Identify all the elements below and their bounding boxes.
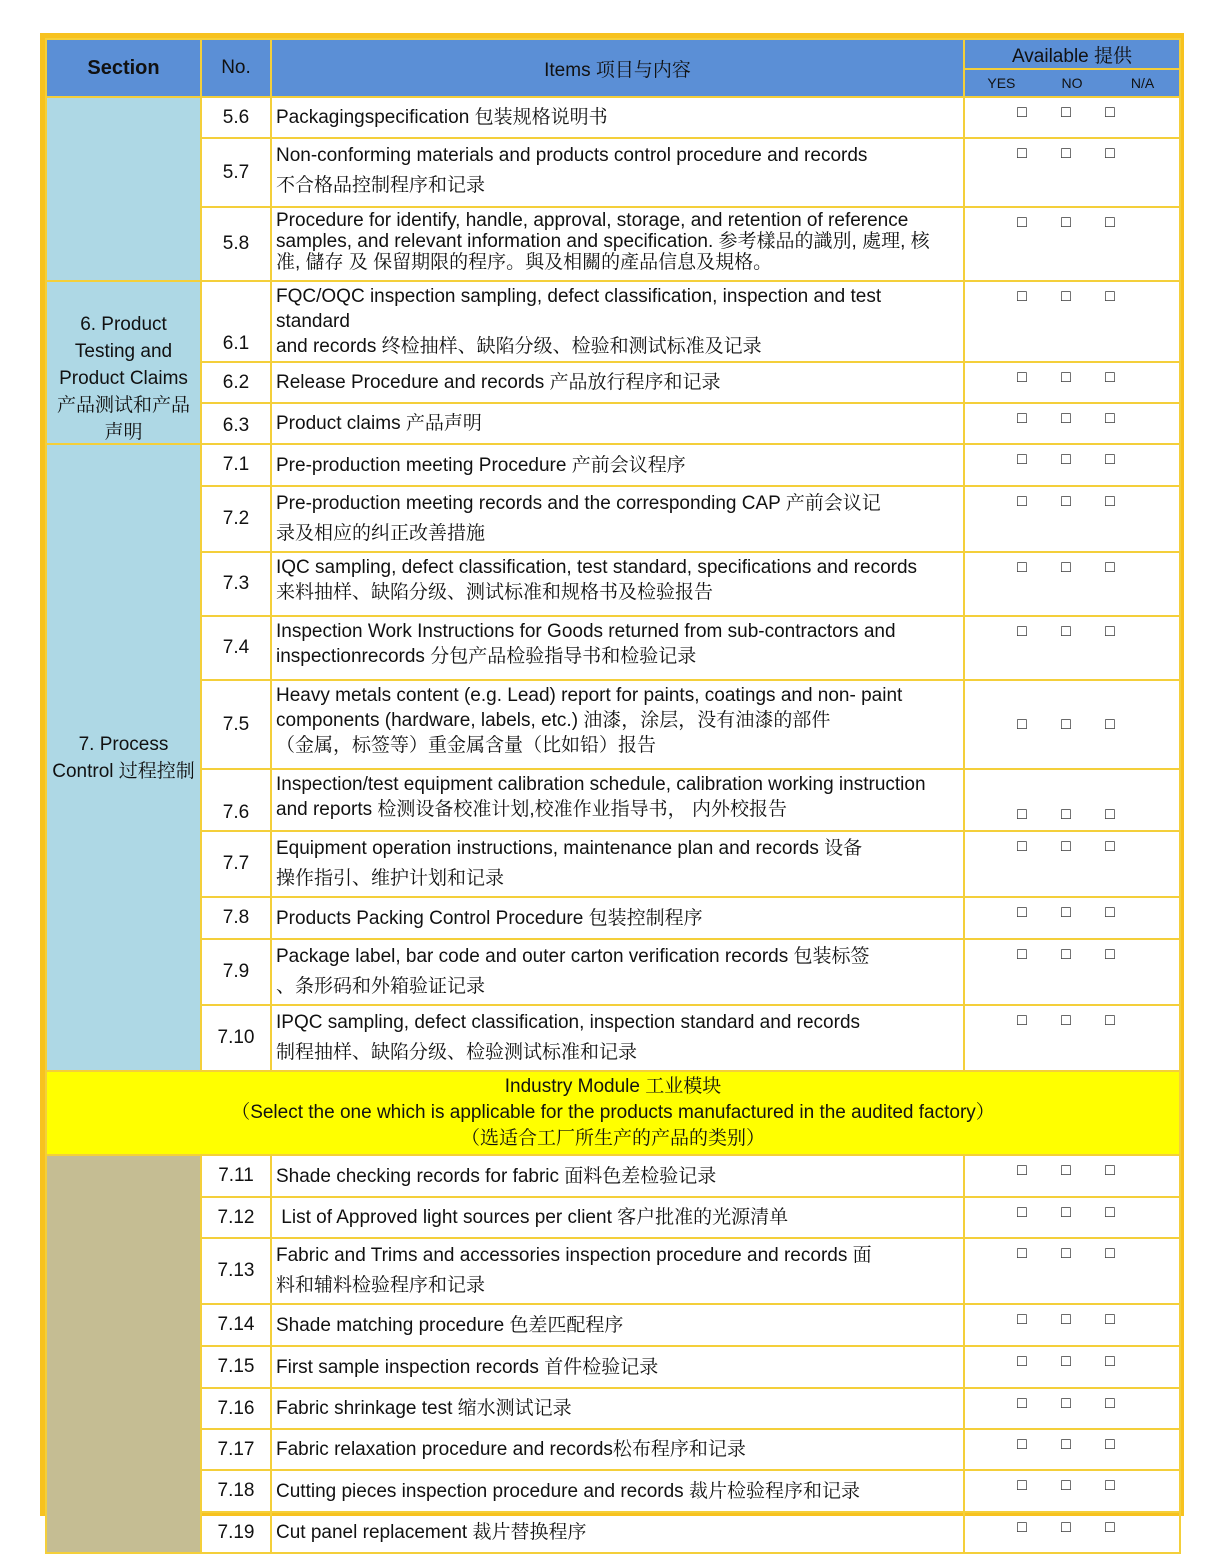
table-row [46, 680, 1180, 769]
row-item-line: 录及相应的纠正改善措施 [276, 523, 486, 544]
row-number: 7.2 [201, 486, 271, 552]
no-checkbox[interactable]: □ [1061, 623, 1071, 640]
table-row [46, 897, 1180, 939]
row-number: 7.18 [201, 1470, 271, 1512]
row-number: 7.10 [201, 1005, 271, 1071]
row-options [964, 403, 1180, 444]
row-item-line: 、条形码和外箱验证记录 [276, 976, 486, 997]
table-row [46, 1470, 1180, 1512]
table-row [46, 207, 1180, 281]
row-item-line: Equipment operation instructions, maintenance plan and records 设备 [276, 838, 863, 859]
yes-checkbox[interactable]: □ [1017, 410, 1027, 427]
na-checkbox[interactable]: □ [1105, 369, 1115, 386]
table-row [46, 138, 1180, 207]
row-item-line: Pre-production meeting Procedure 产前会议程序 [276, 454, 686, 476]
row-item-line: Fabric shrinkage test 缩水测试记录 [276, 1398, 572, 1419]
row-item [271, 1197, 964, 1238]
na-checkbox[interactable]: □ [1105, 1395, 1115, 1412]
row-item-line: components (hardware, labels, etc.) 油漆，涂层，没有油漆的部件 [276, 710, 831, 731]
row-options [964, 207, 1180, 281]
row-options [964, 281, 1180, 362]
row-options [964, 1197, 1180, 1238]
yes-checkbox[interactable]: □ [1017, 1311, 1027, 1328]
yes-checkbox[interactable]: □ [1017, 1477, 1027, 1494]
na-checkbox[interactable]: □ [1105, 288, 1115, 305]
na-checkbox[interactable]: □ [1105, 559, 1115, 576]
na-checkbox[interactable]: □ [1105, 410, 1115, 427]
yes-checkbox[interactable]: □ [1017, 1162, 1027, 1179]
row-item [271, 1388, 964, 1429]
table-row [46, 552, 1180, 616]
row-item-line: IQC sampling, defect classification, test standard, specifications and records [276, 557, 918, 578]
checklist-sheet [40, 33, 1184, 1543]
no-checkbox[interactable]: □ [1061, 1477, 1071, 1494]
no-checkbox[interactable]: □ [1061, 104, 1071, 121]
yes-checkbox[interactable]: □ [1017, 838, 1027, 855]
row-item-line: Fabric relaxation procedure and records松布程序和记录 [276, 1439, 746, 1460]
na-checkbox[interactable]: □ [1105, 1519, 1115, 1536]
row-options [964, 362, 1180, 403]
table-row [46, 769, 1180, 831]
header-no-option: NO [1061, 75, 1083, 91]
row-item [271, 616, 964, 680]
header-row [46, 39, 1180, 69]
row-number: 7.1 [201, 444, 271, 486]
no-checkbox[interactable]: □ [1061, 1245, 1071, 1262]
table-row [46, 831, 1180, 897]
row-item-line: 不合格品控制程序和记录 [276, 175, 486, 196]
row-item [271, 939, 964, 1005]
row-item-line: Package label, bar code and outer carton verification records 包装标签 [276, 946, 870, 967]
yes-checkbox[interactable]: □ [1017, 623, 1027, 640]
no-checkbox[interactable]: □ [1061, 451, 1071, 468]
row-options [964, 1238, 1180, 1304]
header-na: N/A [1130, 75, 1155, 91]
yes-checkbox[interactable]: □ [1017, 1395, 1027, 1412]
row-number: 6.3 [201, 403, 271, 444]
na-checkbox[interactable]: □ [1105, 946, 1115, 963]
yes-checkbox[interactable]: □ [1017, 1245, 1027, 1262]
row-item-line: Heavy metals content (e.g. Lead) report for paints, coatings and non- paint [276, 685, 903, 706]
yes-checkbox[interactable]: □ [1017, 806, 1027, 823]
yes-checkbox[interactable]: □ [1017, 288, 1027, 305]
row-number: 7.19 [201, 1512, 271, 1553]
row-item-line: 操作指引、维护计划和记录 [276, 868, 505, 889]
row-item [271, 1470, 964, 1512]
na-checkbox[interactable]: □ [1105, 1477, 1115, 1494]
row-item-line: Pre-production meeting records and the corresponding CAP 产前会议记 [276, 493, 881, 514]
na-checkbox[interactable]: □ [1105, 904, 1115, 921]
row-item [271, 1155, 964, 1197]
row-number: 7.5 [201, 680, 271, 769]
no-checkbox[interactable]: □ [1061, 493, 1071, 510]
section-6-line: 声明 [104, 421, 143, 443]
row-item [271, 486, 964, 552]
row-item [271, 1238, 964, 1304]
header-available: Available 提供 [964, 39, 1180, 69]
row-item [271, 1005, 964, 1071]
row-options [964, 1005, 1180, 1071]
row-item [271, 831, 964, 897]
row-item-line: Inspection Work Instructions for Goods returned from sub-contractors and [276, 621, 896, 642]
row-number: 7.7 [201, 831, 271, 897]
yes-checkbox[interactable]: □ [1017, 104, 1027, 121]
section-6-line: 产品测试和产品 [56, 394, 190, 416]
table-row [46, 486, 1180, 552]
no-checkbox[interactable]: □ [1061, 369, 1071, 386]
row-number: 7.14 [201, 1304, 271, 1346]
row-number: 7.8 [201, 897, 271, 939]
no-checkbox[interactable]: □ [1061, 715, 1071, 733]
row-options [964, 1346, 1180, 1388]
no-checkbox[interactable]: □ [1061, 946, 1071, 963]
table-row [46, 362, 1180, 403]
na-checkbox[interactable]: □ [1105, 493, 1115, 510]
section-7-line: 7. Process [78, 733, 169, 755]
row-number: 7.3 [201, 552, 271, 616]
na-checkbox[interactable]: □ [1105, 145, 1115, 162]
header-no: No. [201, 39, 271, 97]
row-item-line: Product claims 产品声明 [276, 413, 482, 434]
yes-checkbox[interactable]: □ [1017, 1436, 1027, 1453]
table-row [46, 1304, 1180, 1346]
row-item [271, 552, 964, 616]
na-checkbox[interactable]: □ [1105, 715, 1115, 733]
row-item [271, 1346, 964, 1388]
yes-checkbox[interactable]: □ [1017, 904, 1027, 921]
table-row [46, 444, 1180, 486]
header-options [964, 69, 1180, 97]
row-number: 7.6 [201, 769, 271, 831]
no-checkbox[interactable]: □ [1061, 838, 1071, 855]
yes-checkbox[interactable]: □ [1017, 214, 1027, 231]
na-checkbox[interactable]: □ [1105, 1012, 1115, 1029]
module-instruction: （Select the one which is applicable for the products manufactured in the audited factory） [231, 1102, 995, 1123]
row-options [964, 1388, 1180, 1429]
row-item-line: inspectionrecords 分包产品检验指导书和检验记录 [276, 646, 697, 667]
row-item-line: First sample inspection records 首件检验记录 [276, 1356, 659, 1378]
na-checkbox[interactable]: □ [1105, 623, 1115, 640]
table-row [46, 1512, 1180, 1553]
row-number: 7.17 [201, 1429, 271, 1470]
no-checkbox[interactable]: □ [1061, 288, 1071, 305]
row-options [964, 1304, 1180, 1346]
row-item-line: Packagingspecification 包装规格说明书 [276, 107, 608, 128]
row-item [271, 1512, 964, 1553]
table-row [46, 1346, 1180, 1388]
section-7-cell [46, 444, 201, 1071]
row-item-line: （金属，标签等）重金属含量（比如铅）报告 [276, 735, 657, 756]
module-title: Industry Module 工业模块 [504, 1076, 722, 1097]
row-item-line: 来料抽样、缺陷分级、测试标准和规格书及检验报告 [276, 582, 714, 603]
row-item [271, 138, 964, 207]
row-number: 5.8 [201, 207, 271, 281]
yes-checkbox[interactable]: □ [1017, 946, 1027, 963]
row-item-line: Shade checking records for fabric 面料色差检验记录 [276, 1165, 717, 1187]
section-6-line: Testing and [74, 340, 173, 362]
row-options [964, 1155, 1180, 1197]
row-item [271, 97, 964, 138]
row-item-line: Products Packing Control Procedure 包装控制程序 [276, 907, 703, 929]
row-item [271, 897, 964, 939]
row-item-line: samples, and relevant information and specification. 参考樣品的識別, 處理, 核 [276, 231, 930, 252]
row-number: 7.15 [201, 1346, 271, 1388]
no-checkbox[interactable]: □ [1061, 145, 1071, 162]
na-checkbox[interactable]: □ [1105, 104, 1115, 121]
row-item [271, 403, 964, 444]
no-checkbox[interactable]: □ [1061, 1353, 1071, 1370]
row-item [271, 1429, 964, 1470]
na-checkbox[interactable]: □ [1105, 1245, 1115, 1262]
row-number: 7.11 [201, 1155, 271, 1197]
na-checkbox[interactable]: □ [1105, 1353, 1115, 1370]
row-item-line: Procedure for identify, handle, approval, storage, and retention of reference [276, 210, 909, 231]
yes-checkbox[interactable]: □ [1017, 715, 1027, 733]
row-item-line: Cut panel replacement 裁片替换程序 [276, 1522, 587, 1543]
table-row [46, 1155, 1180, 1197]
checklist-table [45, 38, 1181, 1554]
no-checkbox[interactable]: □ [1061, 1162, 1071, 1179]
table-row [46, 1238, 1180, 1304]
yes-checkbox[interactable]: □ [1017, 451, 1027, 468]
table-row [46, 1197, 1180, 1238]
table-row [46, 1388, 1180, 1429]
yes-checkbox[interactable]: □ [1017, 369, 1027, 386]
row-item-line: IPQC sampling, defect classification, inspection standard and records [276, 1012, 861, 1033]
no-checkbox[interactable]: □ [1061, 1204, 1071, 1221]
row-number: 7.16 [201, 1388, 271, 1429]
na-checkbox[interactable]: □ [1105, 1311, 1115, 1328]
row-options [964, 897, 1180, 939]
na-checkbox[interactable]: □ [1105, 806, 1115, 823]
table-row [46, 97, 1180, 138]
row-options [964, 1429, 1180, 1470]
yes-checkbox[interactable]: □ [1017, 1353, 1027, 1370]
row-item-line: List of Approved light sources per client 客户批准的光源清单 [276, 1207, 789, 1228]
table-row [46, 403, 1180, 444]
row-item [271, 444, 964, 486]
table-row [46, 939, 1180, 1005]
row-number: 6.2 [201, 362, 271, 403]
module-instruction-cn: （选适合工厂所生产的产品的类别） [460, 1128, 765, 1149]
no-checkbox[interactable]: □ [1061, 214, 1071, 231]
no-checkbox[interactable]: □ [1061, 1311, 1071, 1328]
no-checkbox[interactable]: □ [1061, 410, 1071, 427]
section-6-line: 6. Product [80, 313, 167, 335]
row-number: 7.13 [201, 1238, 271, 1304]
row-options [964, 552, 1180, 616]
table-row [46, 1429, 1180, 1470]
row-item-line: FQC/OQC inspection sampling, defect classification, inspection and test standard [276, 286, 882, 332]
no-checkbox[interactable]: □ [1061, 904, 1071, 921]
row-number: 7.9 [201, 939, 271, 1005]
row-item-line: Cutting pieces inspection procedure and records 裁片检验程序和记录 [276, 1480, 860, 1502]
no-checkbox[interactable]: □ [1061, 1519, 1071, 1536]
na-checkbox[interactable]: □ [1105, 838, 1115, 855]
table-row [46, 616, 1180, 680]
row-options [964, 1470, 1180, 1512]
row-options [964, 1512, 1180, 1553]
row-options [964, 138, 1180, 207]
yes-checkbox[interactable]: □ [1017, 1012, 1027, 1029]
row-item-line: and reports 检测设备校准计划,校准作业指导书， 内外校报告 [276, 799, 787, 820]
yes-checkbox[interactable]: □ [1017, 493, 1027, 510]
yes-checkbox[interactable]: □ [1017, 1519, 1027, 1536]
section-7-line: Control 过程控制 [52, 760, 195, 782]
na-checkbox[interactable]: □ [1105, 1204, 1115, 1221]
na-checkbox[interactable]: □ [1105, 451, 1115, 468]
header-yes: YES [987, 75, 1016, 91]
yes-checkbox[interactable]: □ [1017, 559, 1027, 576]
industry-module-row [46, 1071, 1180, 1155]
row-item-line: 料和辅料检验程序和记录 [276, 1275, 486, 1296]
row-item [271, 362, 964, 403]
row-options [964, 769, 1180, 831]
no-checkbox[interactable]: □ [1061, 1436, 1071, 1453]
row-number: 5.6 [201, 97, 271, 138]
row-options [964, 486, 1180, 552]
row-options [964, 444, 1180, 486]
row-number: 7.4 [201, 616, 271, 680]
row-item [271, 769, 964, 831]
row-item-line: Non-conforming materials and products control procedure and records [276, 145, 868, 166]
row-item [271, 680, 964, 769]
no-checkbox[interactable]: □ [1061, 1012, 1071, 1029]
section-6-cell [46, 281, 201, 444]
row-options [964, 616, 1180, 680]
na-checkbox[interactable]: □ [1105, 1162, 1115, 1179]
row-item-line: Release Procedure and records 产品放行程序和记录 [276, 372, 721, 393]
industry-module-banner [46, 1071, 1180, 1155]
row-number: 6.1 [201, 281, 271, 362]
row-item-line: Inspection/test equipment calibration schedule, calibration working instruction [276, 774, 926, 795]
no-checkbox[interactable]: □ [1061, 559, 1071, 576]
row-item-line: 制程抽样、缺陷分级、检验测试标准和记录 [276, 1042, 638, 1063]
section-5-cell [46, 97, 201, 281]
row-item-line: and records 终检抽样、缺陷分级、检验和测试标准及记录 [276, 336, 762, 357]
row-options [964, 680, 1180, 769]
table-row [46, 1005, 1180, 1071]
row-item-line: Shade matching procedure 色差匹配程序 [276, 1314, 624, 1336]
no-checkbox[interactable]: □ [1061, 806, 1071, 823]
row-number: 5.7 [201, 138, 271, 207]
row-options [964, 939, 1180, 1005]
row-item [271, 1304, 964, 1346]
yes-checkbox[interactable]: □ [1017, 1204, 1027, 1221]
row-item-line: Fabric and Trims and accessories inspection procedure and records 面 [276, 1245, 872, 1266]
row-options [964, 97, 1180, 138]
row-item-line: 准, 儲存 及 保留期限的程序。與及相關的產品信息及規格。 [276, 252, 773, 273]
header-section: Section [46, 39, 201, 97]
row-options [964, 831, 1180, 897]
section-6-line: Product Claims [59, 367, 188, 389]
row-item [271, 281, 964, 362]
module-section-cell [46, 1155, 201, 1553]
na-checkbox[interactable]: □ [1105, 1436, 1115, 1453]
na-checkbox[interactable]: □ [1105, 214, 1115, 231]
header-items: Items 项目与内容 [271, 39, 964, 97]
table-row [46, 281, 1180, 362]
yes-checkbox[interactable]: □ [1017, 145, 1027, 162]
no-checkbox[interactable]: □ [1061, 1395, 1071, 1412]
row-number: 7.12 [201, 1197, 271, 1238]
row-item [271, 207, 964, 281]
